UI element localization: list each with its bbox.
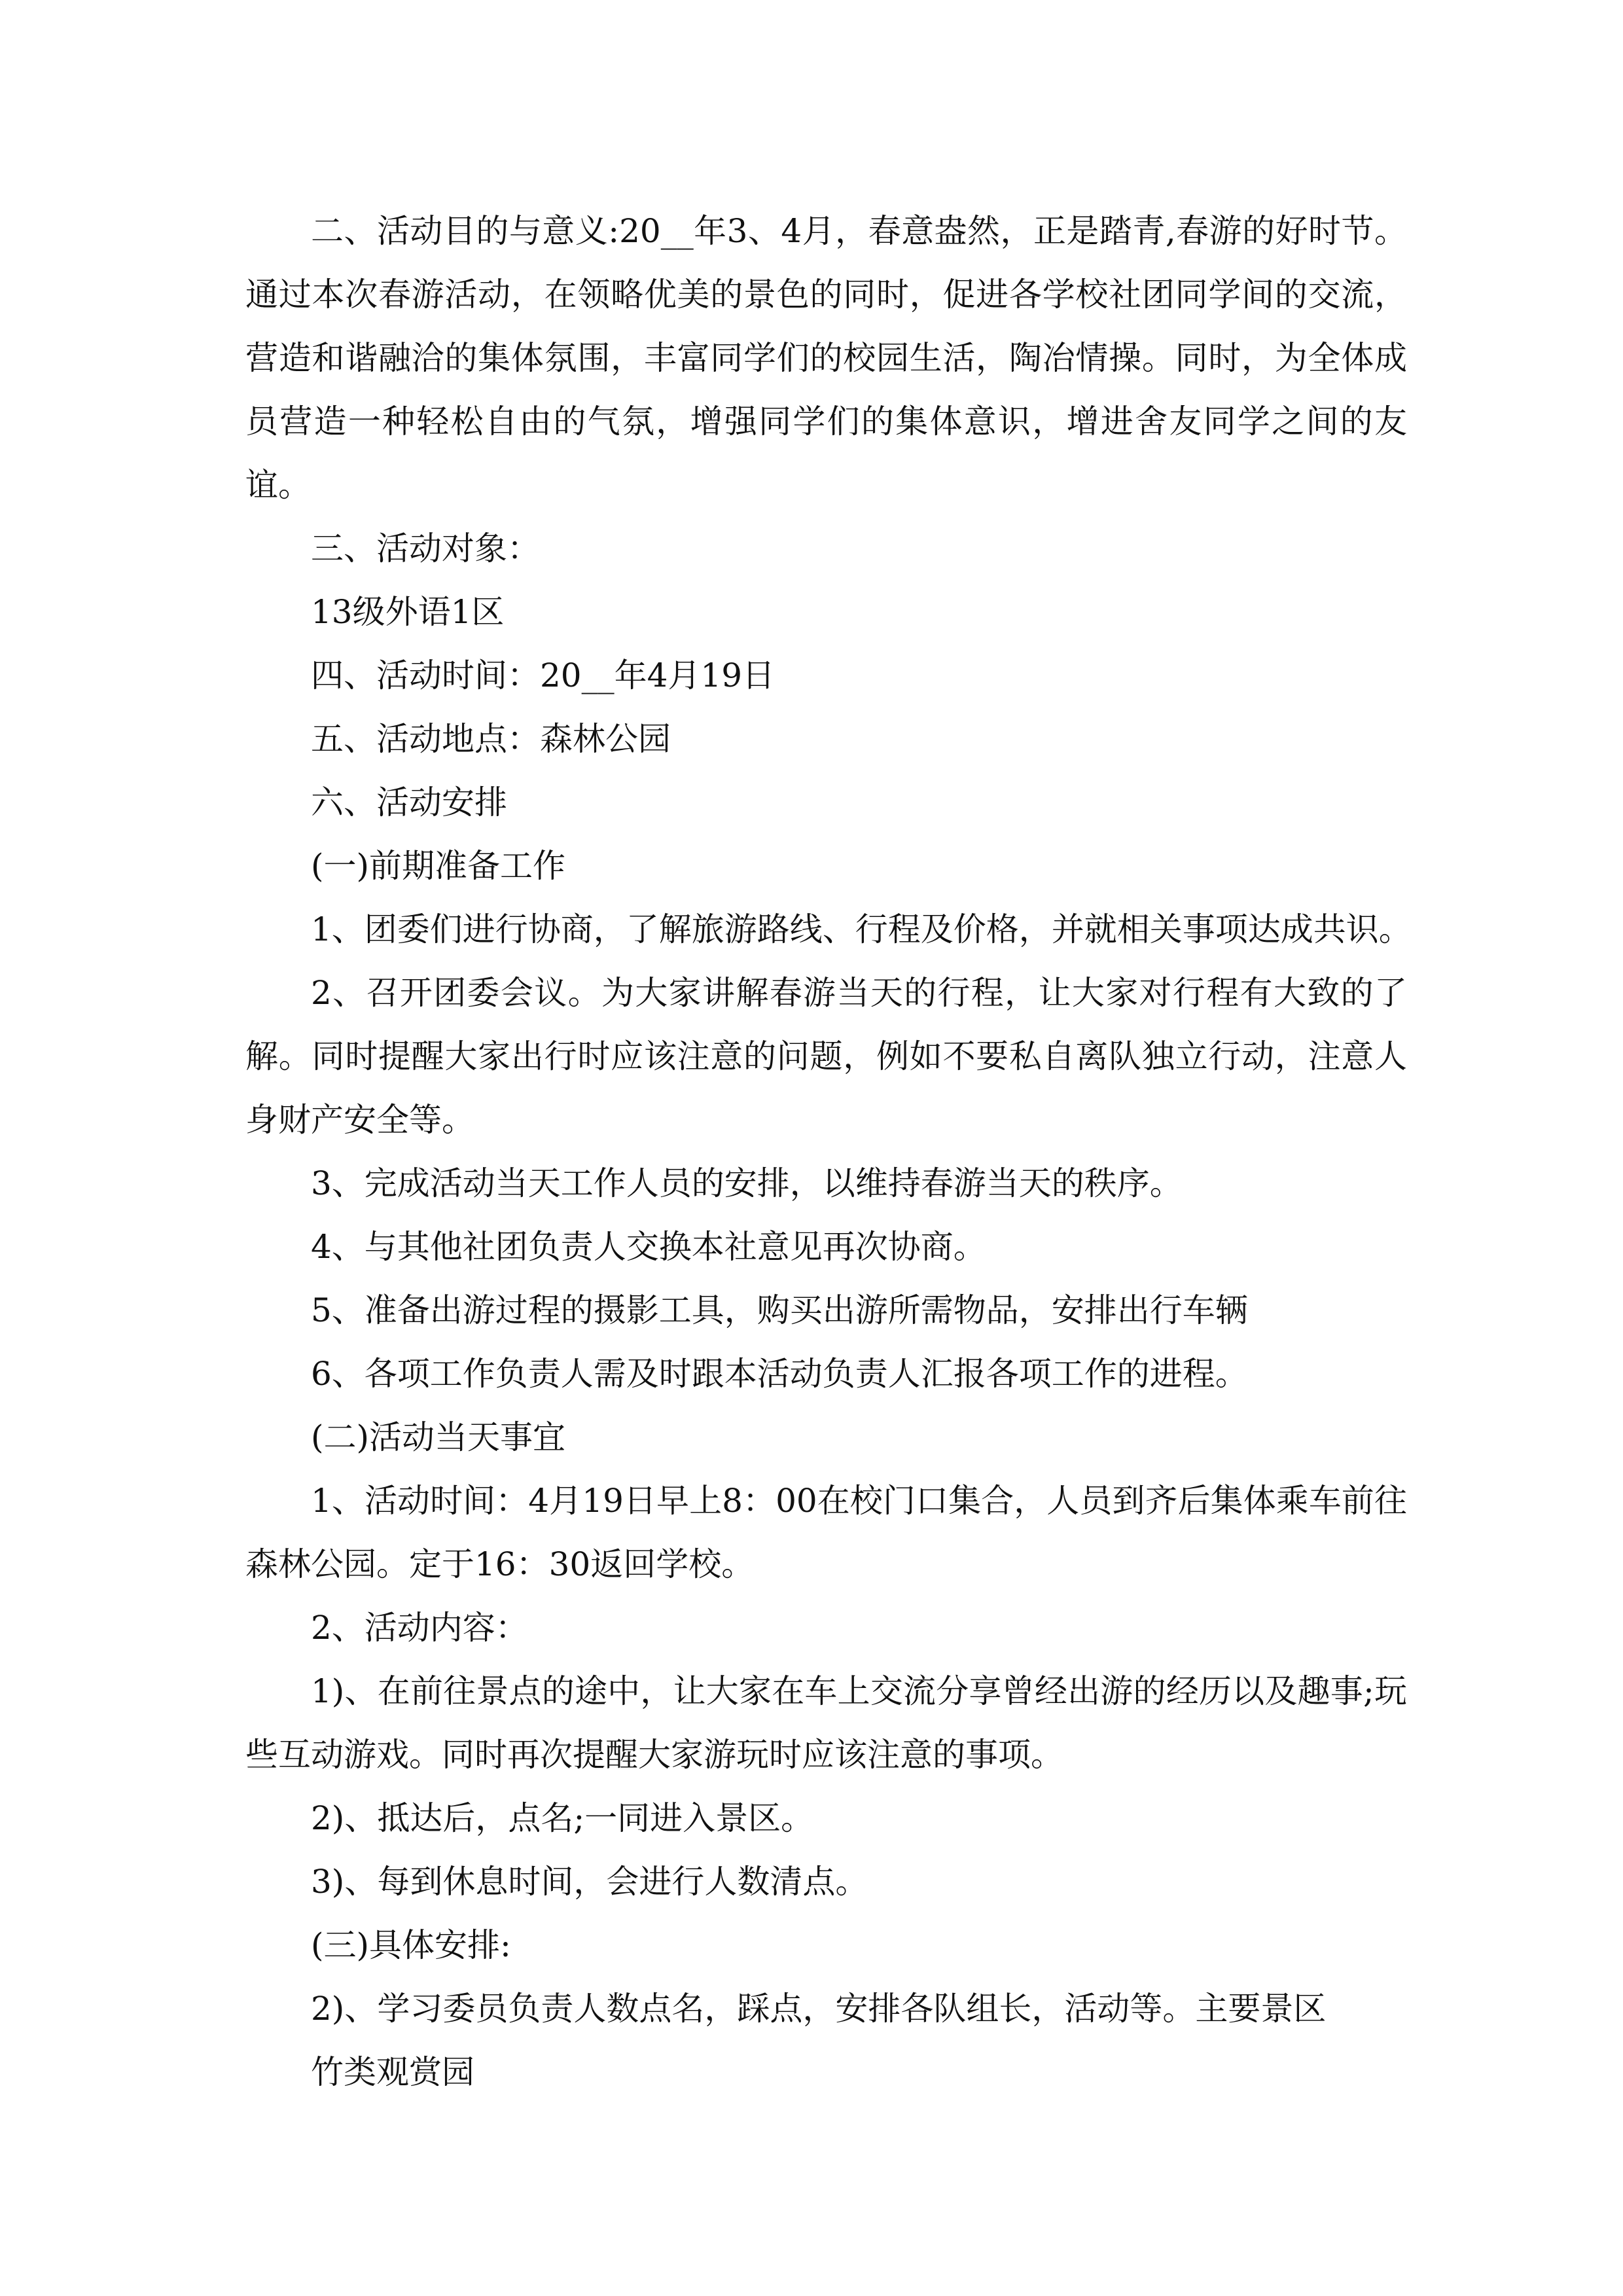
list-item-day-2-2: 2)、抵达后，点名;一同进入景区。 bbox=[311, 1799, 814, 1837]
list-item-detail-2: 2)、学习委员负责人数点名，踩点，安排各队组长，活动等。主要景区 bbox=[311, 1990, 1327, 2028]
list-item-day-2-3: 3)、每到休息时间，会进行人数清点。 bbox=[311, 1863, 868, 1901]
heading-arrangement: 六、活动安排 bbox=[311, 783, 507, 821]
list-item-day-2-1: 1)、在前往景点的途中，让大家在车上交流分享曾经出游的经历以及趣事;玩些互动游戏。同时再次提醒大家游玩时应该注意的事项。 bbox=[245, 1672, 1407, 1774]
heading-activity-day: (二)活动当天事宜 bbox=[311, 1418, 566, 1456]
paragraph-scenic-spot: 竹类观赏园 bbox=[311, 2053, 474, 2091]
paragraph-purpose: 二、活动目的与意义:20__年3、4月，春意盎然，正是踏青,春游的好时节。通过本次春游活动，在领略优美的景色的同时，促进各学校社团同学间的交流，营造和谐融洽的集体氛围，丰富同学们的校园生活，陶冶情操。同时，为全体成员营造一种轻松自由的气氛，增强同学们的集体意识，增进舍友同学之间的友谊。 bbox=[245, 212, 1407, 504]
list-item-day-1: 1、活动时间：4月19日早上8：00在校门口集合，人员到齐后集体乘车前往森林公园。定于16：30返回学校。 bbox=[245, 1482, 1407, 1583]
list-item-prep-3: 3、完成活动当天工作人员的安排，以维持春游当天的秩序。 bbox=[311, 1164, 1183, 1202]
list-item-prep-4: 4、与其他社团负责人交换本社意见再次协商。 bbox=[311, 1228, 986, 1266]
heading-preparation: (一)前期准备工作 bbox=[311, 847, 566, 885]
heading-detail: (三)具体安排: bbox=[311, 1926, 511, 1964]
document-body bbox=[245, 200, 1412, 2104]
heading-target: 三、活动对象： bbox=[311, 529, 540, 567]
list-item-prep-5: 5、准备出游过程的摄影工具，购买出游所需物品，安排出行车辆 bbox=[311, 1291, 1248, 1329]
list-item-day-2: 2、活动内容： bbox=[311, 1609, 528, 1647]
list-item-prep-1: 1、团委们进行协商，了解旅游路线、行程及价格，并就相关事项达成共识。 bbox=[311, 910, 1412, 948]
list-item-prep-2: 2、召开团委会议。为大家讲解春游当天的行程，让大家对行程有大致的了解。同时提醒大家出行时应该注意的问题，例如不要私自离队独立行动，注意人身财产安全等。 bbox=[245, 974, 1407, 1139]
paragraph-time: 四、活动时间：20__年4月19日 bbox=[311, 656, 776, 694]
paragraph-location: 五、活动地点：森林公园 bbox=[311, 720, 671, 758]
paragraph-target: 13级外语1区 bbox=[311, 593, 505, 631]
list-item-prep-6: 6、各项工作负责人需及时跟本活动负责人汇报各项工作的进程。 bbox=[311, 1355, 1248, 1393]
